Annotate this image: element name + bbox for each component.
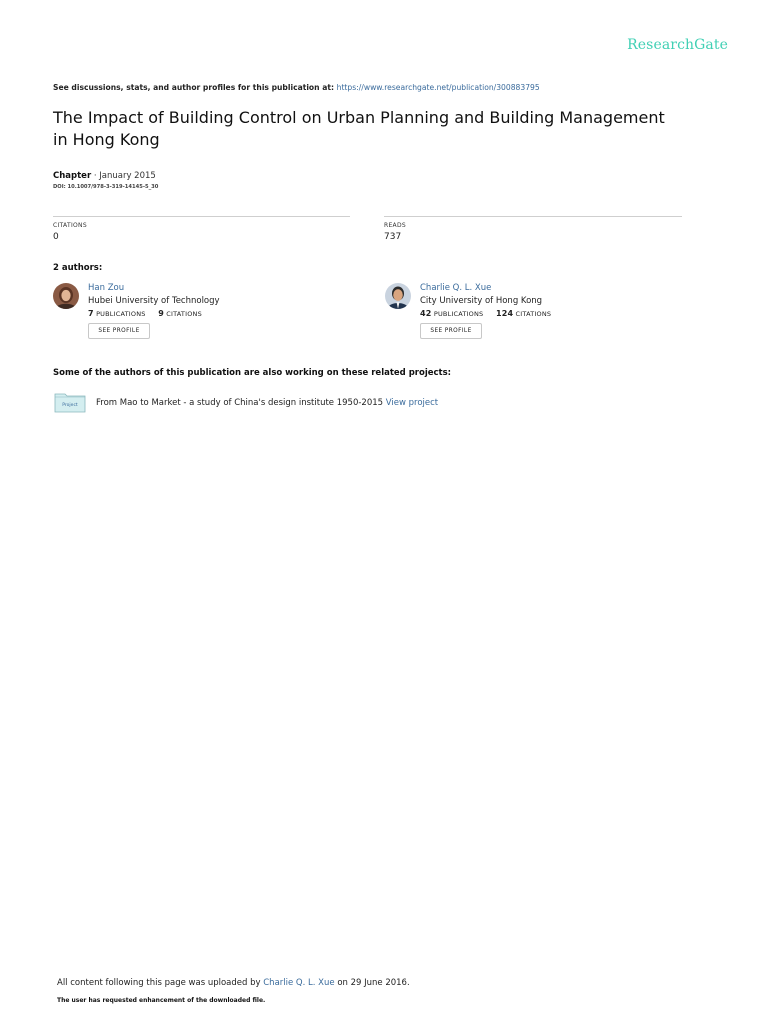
discussion-text: See discussions, stats, and author profiles for this publication at: [53, 83, 334, 92]
author-publications-label: PUBLICATIONS [433, 310, 484, 318]
author-publications-count: 7 [88, 309, 94, 318]
author-name[interactable]: Charlie Q. L. Xue [420, 283, 492, 293]
publication-link[interactable]: https://www.researchgate.net/publication/300883795 [336, 83, 540, 92]
author-name[interactable]: Han Zou [88, 283, 125, 293]
meta-separator: · [93, 171, 100, 181]
reads-value: 737 [384, 232, 402, 242]
project-folder-label: Project [62, 403, 78, 408]
author-citations-count: 124 [495, 309, 514, 318]
researchgate-logo[interactable]: ResearchGate [627, 37, 728, 53]
author-publications-count: 42 [420, 309, 432, 318]
project-folder-icon [54, 391, 86, 413]
citations-divider [53, 216, 350, 217]
publication-title: The Impact of Building Control on Urban Planning and Building Management in Hong Kong [53, 108, 665, 149]
citations-value: 0 [53, 232, 59, 242]
author-citations-label: CITATIONS [166, 310, 202, 318]
publication-date: January 2015 [99, 171, 156, 181]
related-project [96, 398, 438, 408]
author-citations-label: CITATIONS [515, 310, 552, 318]
upload-notice [57, 978, 410, 988]
publication-doi: DOI: 10.1007/978-3-319-14145-5_30 [53, 184, 159, 190]
related-projects-heading: Some of the authors of this publication are also working on these related projects: [53, 368, 452, 378]
project-title: From Mao to Market - a study of China's design institute 1950-2015 [96, 398, 384, 408]
author-card [53, 282, 353, 342]
uploader-link[interactable]: Charlie Q. L. Xue [263, 978, 335, 988]
author-stats [420, 309, 551, 318]
avatar[interactable] [53, 283, 79, 309]
reads-label: READS [384, 222, 406, 229]
discussion-line [53, 83, 540, 92]
upload-date: on 29 June 2016. [337, 978, 410, 988]
upload-prefix: All content following this page was uploaded by [57, 978, 261, 988]
author-institution: Hubei University of Technology [88, 296, 220, 306]
citations-label: CITATIONS [53, 222, 87, 229]
author-institution: City University of Hong Kong [420, 296, 543, 306]
author-publications-label: PUBLICATIONS [96, 310, 146, 318]
author-stats [88, 309, 202, 318]
avatar[interactable] [385, 283, 411, 309]
author-citations-count: 9 [158, 309, 164, 318]
view-project-link[interactable]: View project [385, 398, 439, 408]
publication-type: Chapter [53, 171, 92, 181]
download-note: The user has requested enhancement of the downloaded file. [57, 997, 266, 1004]
see-profile-button[interactable]: SEE PROFILE [420, 323, 482, 339]
reads-divider [384, 216, 682, 217]
author-card [385, 282, 685, 342]
see-profile-button[interactable]: SEE PROFILE [88, 323, 150, 339]
publication-meta [53, 171, 156, 181]
authors-heading: 2 authors: [53, 263, 103, 273]
